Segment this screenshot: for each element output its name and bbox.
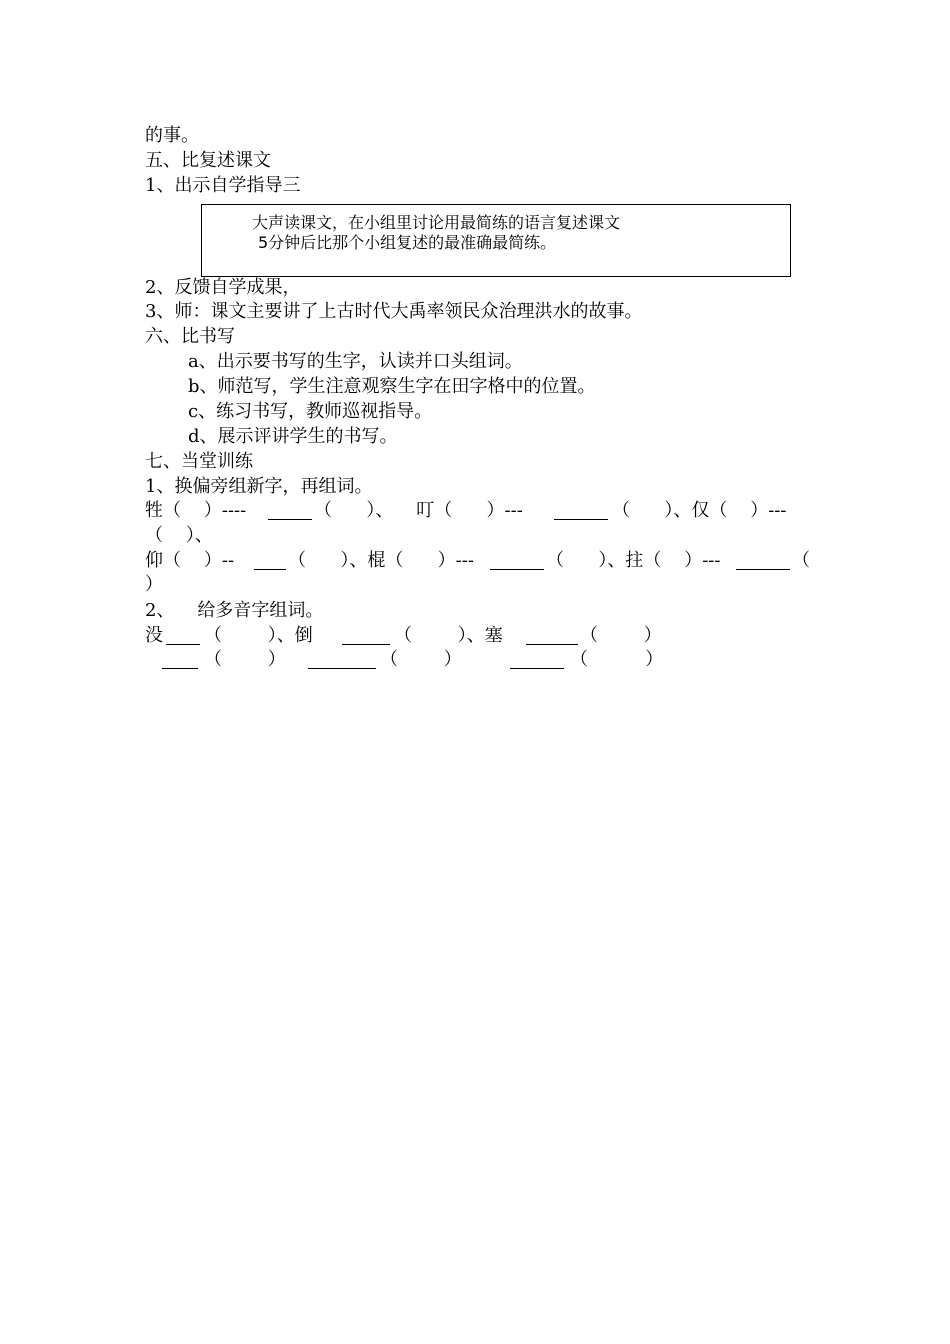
ex2-blank-6[interactable] (510, 650, 564, 669)
ex1-row1-a: 牲（ ）---- (145, 500, 247, 521)
heading-writing: 六、比书写 (145, 326, 235, 347)
step-d: d、展示评讲学生的书写。 (188, 426, 398, 447)
ex2-row1-b: （ ）、倒 (204, 625, 313, 646)
ex2-blank-1[interactable] (166, 626, 200, 645)
ex1-blank-5[interactable] (736, 551, 790, 570)
ex1-blank-2[interactable] (554, 501, 608, 520)
item-show-guide: 1、出示自学指导三 (145, 175, 301, 196)
item-radical-task: 1、换偏旁组新字，再组词。 (145, 476, 373, 497)
item-feedback: 2、反馈自学成果， (145, 277, 301, 298)
guide-line-1: 大声读课文，在小组里讨论用最简练的语言复述课文 (252, 213, 621, 232)
ex1-row4: ） (145, 574, 163, 595)
ex1-blank-3[interactable] (254, 551, 286, 570)
ex2-blank-3[interactable] (526, 626, 578, 645)
ex1-blank-4[interactable] (490, 551, 544, 570)
guide-line-2: 5分钟后比那个小组复述的最准确最简练。 (258, 233, 557, 252)
step-a: a、出示要书写的生字，认读并口头组词。 (188, 351, 523, 372)
ex1-row1-c: （ ）、仅（ ）--- (612, 500, 787, 521)
ex2-row2-a: （ ） (204, 649, 286, 670)
line-prev-end: 的事。 (145, 125, 199, 146)
heading-retell: 五、比复述课文 (145, 150, 271, 171)
step-c: c、练习书写，教师巡视指导。 (188, 401, 433, 422)
step-b: b、师范写，学生注意观察生字在田字格中的位置。 (188, 376, 596, 397)
ex1-row1-b: （ ）、 叮（ ）--- (314, 500, 535, 521)
item-teacher-summary: 3、师：课文主要讲了上古时代大禹率领民众治理洪水的故事。 (145, 301, 643, 322)
item-polyphone-task: 2、 给多音字组词。 (145, 600, 324, 621)
ex1-row3-c: （ ）、拄（ ）--- (546, 550, 721, 571)
ex2-row1-d: （ ） (580, 625, 662, 646)
ex1-blank-1[interactable] (268, 501, 312, 520)
heading-practice: 七、当堂训练 (145, 451, 253, 472)
ex1-row3-d: （ (792, 550, 810, 571)
ex2-blank-5[interactable] (308, 650, 376, 669)
guide-box (201, 204, 791, 277)
ex2-row1-c: （ ）、塞 (394, 625, 503, 646)
ex1-row2: （ ）、 (145, 525, 213, 546)
ex2-row2-b: （ ） (380, 649, 462, 670)
ex2-char-mei: 没 (145, 625, 163, 646)
ex2-blank-4[interactable] (162, 650, 198, 669)
ex1-row3-a: 仰（ ）-- (145, 550, 240, 571)
ex1-row3-b: （ ）、棍（ ）--- (288, 550, 474, 571)
ex2-row2-c: （ ） (570, 649, 664, 670)
ex2-blank-2[interactable] (342, 626, 390, 645)
